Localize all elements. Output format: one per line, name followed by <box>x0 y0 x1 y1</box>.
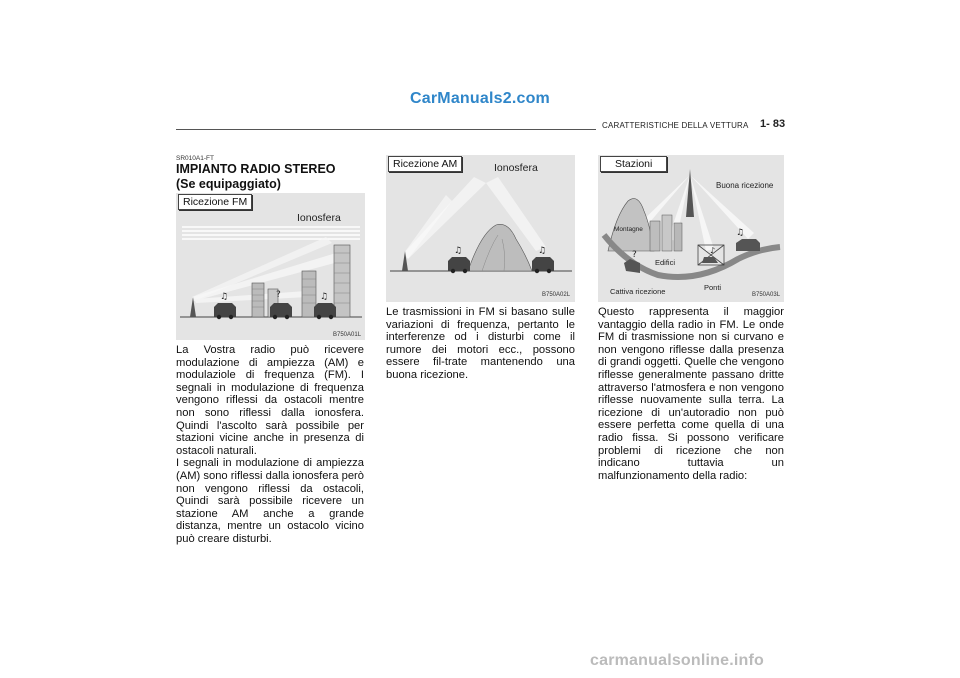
bridges-label: Ponti <box>704 283 722 292</box>
bad-reception-label: Cattiva ricezione <box>610 287 666 296</box>
am-tab-label: Ricezione AM <box>388 156 462 172</box>
page-subtitle: (Se equipaggiato) <box>176 177 281 191</box>
svg-text:♪: ♪ <box>710 246 716 255</box>
fm-advantage-paragraph: Questo rappresenta il maggior vantaggio della radio in FM. Le onde FM di trasmissione non si curvano e non vengono riflesse dalla presenza di grandi oggetti. Quelle che vengono riflesse generalmente passano dritte attraverso l'atmosfera e non vengono riflesse nuovamente sulla terra. La ricezione di un'autoradio non può essere perfetta come quella di una radio fissa. Si possono verificare problemi di ricezione che non indicano tuttavia un malfunzionamento della radio: <box>598 306 784 482</box>
fm-figure-code: B750A01L <box>333 332 362 338</box>
am-illustration <box>386 155 575 302</box>
page-number: 1- 83 <box>760 118 786 130</box>
am-figure-code: B750A02L <box>542 292 571 298</box>
svg-text:♫: ♫ <box>538 246 547 256</box>
column-2-text <box>386 306 575 382</box>
section-code: SR010A1-FT <box>176 155 214 162</box>
svg-text:?: ? <box>632 250 637 260</box>
buildings-label: Edifici <box>655 258 676 267</box>
am-reception-figure <box>386 155 575 302</box>
section-header: CARATTERISTICHE DELLA VETTURA <box>602 121 749 130</box>
good-reception-label: Buona ricezione <box>716 181 774 190</box>
svg-text:♫: ♫ <box>320 292 329 302</box>
header-rule <box>176 129 596 130</box>
am-paragraph: I segnali in modulazione di ampiezza (AM) sono riflessi dalla ionosfera però non vengono riflessi da ostacoli, Quindi sarà possibile ricevere un stazione AM anche a grande distanza, mentre un ostacolo vicino può creare disturbi. <box>176 457 364 545</box>
fm-ionosphere-label: Ionosfera <box>297 212 341 224</box>
fm-interference-paragraph: Le trasmissioni in FM si basano sulle variazioni di frequenza, pertanto le interferenze od i disturbi come il rumore dei motori ecc., possono essere fil-trate mantenendo una buona ricezione. <box>386 306 575 381</box>
fm-tab-label: Ricezione FM <box>178 194 252 210</box>
am-ionosphere-label: Ionosfera <box>494 162 538 174</box>
stations-figure-code: B750A03L <box>752 292 781 298</box>
column-1-text <box>176 344 364 546</box>
fm-am-intro-paragraph: La Vostra radio può ricevere modulazione di ampiezza (AM) e modulaziole di frequenza (FM). I segnali in modulazione di frequenza vengono riflessi da ostacoli mentre non sono riflessi dalla ionosfera. Quindi l'ascolto sarà possibile per stazioni vicine anche in presenza di ostacoli naturali. <box>176 344 364 457</box>
mountains-label: Montagne <box>614 226 643 233</box>
stations-tab-label: Stazioni <box>600 156 667 172</box>
svg-text:♫: ♫ <box>454 246 463 256</box>
page-title: IMPIANTO RADIO STEREO <box>176 162 336 176</box>
watermark-link[interactable]: CarManuals2.com <box>410 90 550 107</box>
column-3-text <box>598 306 784 482</box>
svg-text:♫: ♫ <box>220 292 229 302</box>
svg-text:?: ? <box>276 290 281 300</box>
svg-text:♫: ♫ <box>736 228 745 238</box>
footer-watermark: carmanualsonline.info <box>590 652 765 669</box>
